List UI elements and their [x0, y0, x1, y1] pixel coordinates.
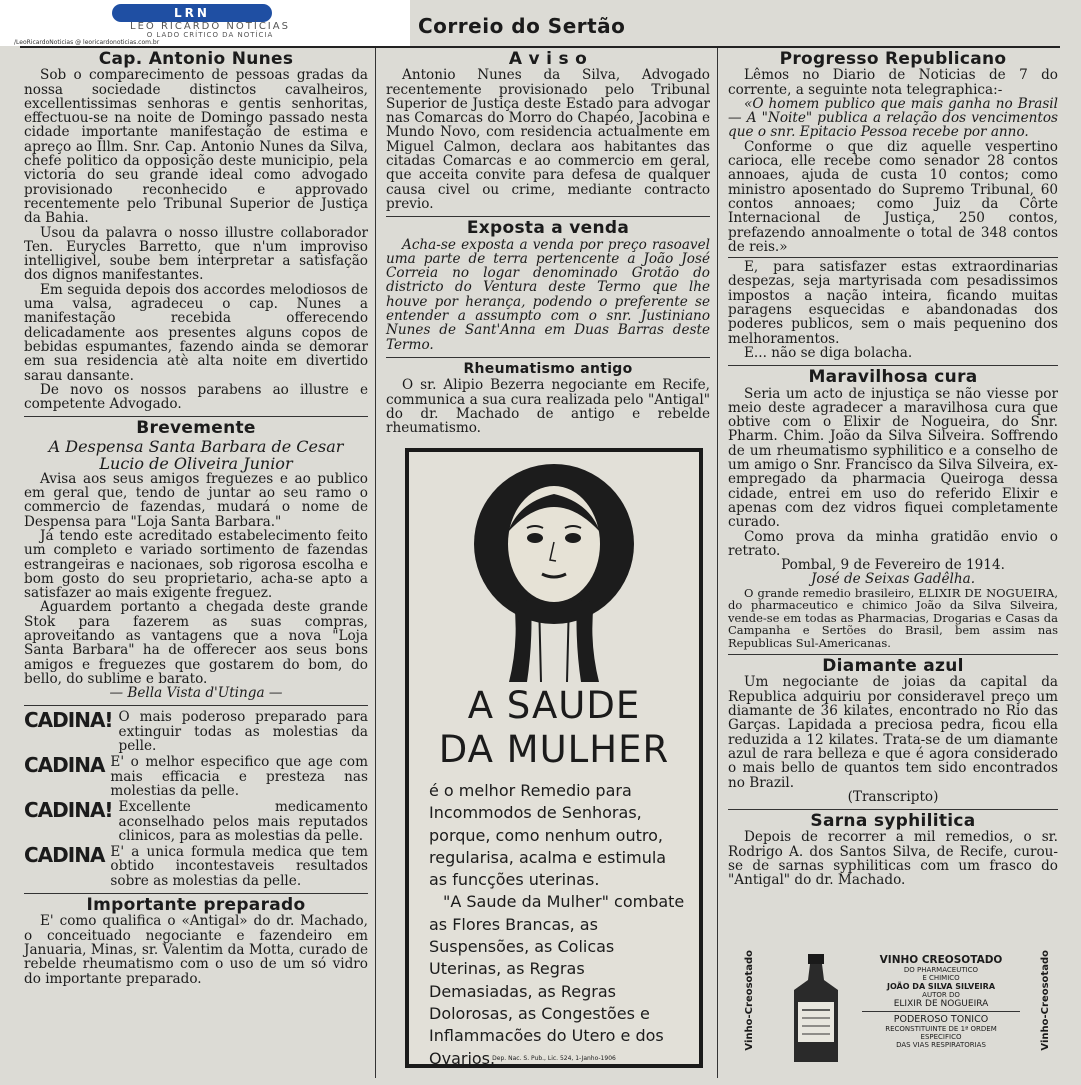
column-right	[728, 50, 1058, 888]
ad-title	[409, 684, 699, 772]
logo-title: LEO RICARDO NOTÍCIAS	[130, 21, 290, 32]
cadina-ad-line	[24, 800, 368, 843]
column-left	[24, 50, 368, 986]
article-paragraph: «O homem publico que mais ganha no Brasil — A "Noite" publica a relação dos vencimentos que o snr. Epitacio Pessoa recebe por anno.	[728, 95, 1058, 141]
article-paragraph: Sob o comparecimento de pessoas gradas da nossa sociedade distinctos cavalheiros, excellentissimas senhoras e gentis senhoritas, effectuou-se na noite de Domingo passado nesta cidade importante manifestação de estima e apreço ao Illm. Snr. Cap. Antonio Nunes da Silva, chefe politico da opposição deste municipio, pela victoria do seu grande ideal como advogado provisionado reconhecido e approvado recentemente pelo Tribunal Superior de Justiça da Bahia.	[24, 67, 368, 227]
cadina-word: CADINA!	[24, 708, 113, 733]
cadina-text: Excellente medicamento aconselhado pelos mais reputados clinicos, para as molestias da pelle.	[118, 799, 368, 844]
section-divider	[24, 893, 368, 894]
logo-social-links: /LeoRicardoNoticias @ leoricardonoticias.com.br	[14, 39, 160, 46]
vinho-line: DO PHARMACEUTICO	[903, 966, 979, 974]
article-paragraph: Acha-se exposta a venda por preço rasoavel uma parte de terra pertencente a João José Correia no logar denominado Grotão do districto do Ventura deste Termo que lhe houve por herança, podendo o preferente se entender a assumpto com o snr. Justiniano Nunes de Sant'Anna em Duas Barras deste Termo.	[386, 236, 710, 353]
section-divider	[728, 809, 1058, 810]
letter-date: Pombal, 9 de Fevereiro de 1914.	[781, 557, 1005, 574]
ad-title-line: A SAUDE	[467, 684, 641, 727]
ad-body	[429, 780, 685, 1070]
ad-body-paragraph: é o melhor Remedio para Incommodos de Senhoras, porque, como nenhum outro, regularisa, acalma e estimula as funcções uterinas.	[429, 781, 667, 890]
article-source: (Transcripto)	[847, 788, 939, 805]
section-divider	[728, 257, 1058, 258]
article-signature: — Bella Vista d'Utinga —	[109, 685, 283, 702]
article-paragraph: Avisa aos seus amigos freguezes e ao publico em geral que, tendo de juntar ao seu ramo o commercio de fazendas, mudará o nome de Despensa para "Loja Santa Barbara."	[24, 470, 368, 530]
column-divider	[375, 48, 376, 1078]
article-paragraph: Aguardem portanto a chegada deste grande Stok para fazerem as suas compras, aproveitando as vantagens que a nova "Loja Santa Barbara" ha de offerecer aos seus bons amigos e freguezes que gostarem do bom, do bello, do sublime e barato.	[24, 599, 368, 687]
cadina-text: O mais poderoso preparado para extinguir todas as molestias da pelle.	[118, 709, 368, 755]
headline-aviso: A v i s o	[508, 49, 588, 69]
article-paragraph: Seria um acto de injustiça se não viesse por meio deste agradecer a maravilhosa cura que obtive com o Elixir de Nogueira, do Snr. Pharm. Chim. João da Silva Silveira. Soffrendo de um rheumatismo syphilitico e a conselho de um amigo o Snr. Francisco da Silva Silveira, ex-empregado da pharmacia Queiroga dessa cidade, entrei em uso do referido Elixir e apenas com dez vidros fiquei completamente curado.	[728, 385, 1058, 531]
section-divider	[728, 365, 1058, 366]
article-paragraph: Em seguida depois dos accordes melodiosos de uma valsa, agradeceu o cap. Nunes a manifestação recebida offerecendo delicadamente aos presentes alguns copos de bebidas espumantes, fazendo ainda se demorar em sua residencia atè alta noite em divertido sarau dansante.	[24, 281, 368, 384]
article-paragraph: Depois de recorrer a mil remedios, o sr. Rodrigo A. dos Santos Silva, de Recife, curou-se de sarnas syphiliticas com um frasco do "Antigal" do dr. Machado.	[728, 829, 1058, 889]
cadina-text: E' o melhor especifico que age com mais efficacia e presteza nas molestias da pelle.	[110, 754, 368, 799]
vinho-line: PODEROSO TONICO	[893, 1014, 989, 1025]
headline-exposta: Exposta a venda	[466, 218, 630, 239]
column-divider	[717, 48, 718, 1078]
cadina-word: CADINA	[24, 753, 105, 778]
headline-progresso: Progresso Republicano	[779, 49, 1007, 69]
ad-side-label: Vinho-Creosotado	[744, 950, 755, 1051]
headline-maravilhosa: Maravilhosa cura	[808, 367, 978, 388]
cadina-ad-line	[24, 710, 368, 753]
vinho-line: E CHIMICO	[922, 974, 960, 982]
column-middle	[386, 50, 710, 435]
ad-saude-da-mulher	[405, 448, 703, 1068]
article-paragraph: Um negociante de joias da capital da Republica adquiriu por consideravel preço um diamante de 36 kilates, encontrado no Rio das Garças. Lapidada a preciosa pedra, ficou ella reduzida a 12 kilates. Trata-se de um diamante azul de rara belleza e que é agora considerado o mais bello de quantos tem sido encontrados no Brazil.	[728, 674, 1058, 791]
article-paragraph: E' como qualifica o «Antigal» do dr. Machado, o conceituado negociante e fazendeiro em Januaria, Minas, sr. Valentim da Motta, curado de rebelde rheumatismo com o uso de um só vidro do importante preparado.	[24, 913, 368, 987]
article-paragraph: Antonio Nunes da Silva, Advogado recentemente provisionado pelo Tribunal Superior de Justiça deste Estado para advogar nas Comarcas do Morro do Chapéo, Jacobina e Mundo Novo, com residencia actualmente em Miguel Calmon, declara aos habitantes das citadas Comarcas e ao commercio em geral, que acceita convite para defesa de qualquer causa civel ou crime, mediante contracto previo.	[386, 67, 710, 212]
vinho-line: DAS VIAS RESPIRATORIAS	[896, 1041, 986, 1049]
vinho-line: JOÃO DA SILVA SILVEIRA	[886, 982, 996, 991]
headline-sarna: Sarna syphilitica	[810, 811, 976, 832]
bottle-illustration	[786, 954, 846, 1066]
elixir-note: O grande remedio brasileiro, ELIXIR DE NOGUEIRA, do pharmaceutico e chimico João da Silva Silveira, vende-se em todas as Pharmacias, Drogarias e Casas da Campanha e Sertões do Brasil, bem assim nas Republicas Sul-Americanas.	[728, 585, 1058, 650]
headline-diamante: Diamante azul	[822, 656, 964, 677]
vinho-line: AUTOR DO	[922, 991, 960, 999]
logo-badge: LRN	[112, 4, 272, 22]
vinho-title: VINHO CREOSOTADO	[879, 954, 1003, 966]
ad-side-label: Vinho-Creosotado	[1040, 950, 1051, 1051]
letter-signature: José de Seixas Gadêlha.	[810, 571, 976, 588]
top-rule	[20, 46, 1060, 48]
vinho-line: RECONSTITUINTE DE 1ª ORDEM	[885, 1025, 997, 1033]
article-paragraph: E, para satisfazer estas extraordinarias despezas, seja martyrisada com pesadissimos impostos a nação inteira, ficando muitas paragens esquecidas e abandonadas dos poderes publicos, sem o mais pequenino dos melhoramentos.	[728, 259, 1058, 347]
article-paragraph: E... não se diga bolacha.	[744, 344, 913, 361]
article-paragraph: De novo os nossos parabens ao illustre e competente Advogado.	[24, 381, 368, 413]
headline-brevemente: Brevemente	[136, 418, 256, 439]
vinho-text	[852, 954, 1030, 1049]
section-divider	[386, 357, 710, 358]
masthead-title: Correio do Sertão	[418, 14, 626, 38]
headline-rheumatismo: Rheumatismo antigo	[463, 360, 633, 377]
section-divider	[728, 654, 1058, 655]
headline-importante: Importante preparado	[86, 895, 306, 916]
cadina-text: E' a unica formula medica que tem obtido incontestaveis resultados sobre as molestias da pelle.	[110, 844, 368, 889]
cadina-word: CADINA!	[24, 798, 113, 823]
headline-cap-nunes: Cap. Antonio Nunes	[98, 49, 294, 69]
article-paragraph: Lêmos no Diario de Noticias de 7 do corrente, a seguinte nota telegraphica:-	[728, 67, 1058, 98]
ad-body-paragraph: "A Saude da Mulher" combate as Flores Brancas, as Suspensões, as Colicas Uterinas, as Regras Demasiadas, as Regras Dolorosas, as Congestões e Inflammacões do Utero e dos Ovarios.	[429, 892, 685, 1068]
cadina-ad-line	[24, 845, 368, 888]
vinho-line: ELIXIR DE NOGUEIRA	[893, 999, 989, 1009]
article-paragraph: O sr. Alipio Bezerra negociante em Recife, communica a sua cura realizada pelo "Antigal" do dr. Machado de antigo e rebelde rheumatismo.	[386, 377, 710, 437]
ad-title-line: DA MULHER	[438, 728, 670, 771]
vinho-line: ESPECIFICO	[920, 1033, 962, 1041]
ad-vinho-creosotado	[742, 950, 1062, 1070]
logo-subtitle: O LADO CRÍTICO DA NOTÍCIA	[146, 31, 274, 39]
vinho-divider	[862, 1011, 1020, 1012]
site-logo[interactable]	[0, 0, 410, 46]
article-paragraph: Já tendo este acreditado estabelecimento feito um completo e variado sortimento de fazendas estrangeiras e nacionaes, sob rigorosa escolha e bom gosto do seu proprietario, acha-se apto a satisfazer ao mais exigente freguez.	[24, 527, 368, 602]
cadina-ad-line	[24, 755, 368, 798]
section-divider	[386, 216, 710, 217]
article-paragraph: Como prova da minha gratidão envio o retrato.	[728, 528, 1058, 559]
subheadline-despensa: A Despensa Santa Barbara de Cesar Lucio de Oliveira Junior	[48, 436, 344, 473]
section-divider	[24, 416, 368, 417]
section-divider	[24, 705, 368, 706]
ad-license: Dep. Nac. S. Pub., Lic. 524, 1-Janho-1906	[492, 1055, 616, 1062]
article-paragraph: Usou da palavra o nosso illustre collaborador Ten. Eurycles Barretto, que n'um improviso intelligivel, soube bem interpretar a satisfação dos dignos manifestantes.	[24, 224, 368, 284]
cadina-word: CADINA	[24, 843, 105, 868]
woman-portrait-illustration	[409, 452, 699, 682]
article-paragraph: Conforme o que diz aquelle vespertino carioca, elle recebe como senador 28 contos annoaes, ajuda de custa 10 contos; como ministro aposentado do Supremo Tribunal, 60 contos annoaes; como Juiz da Côrte Internacional de Justiça, 250 contos, prefazendo annoalmente o total de 348 contos de reis.»	[728, 138, 1058, 255]
